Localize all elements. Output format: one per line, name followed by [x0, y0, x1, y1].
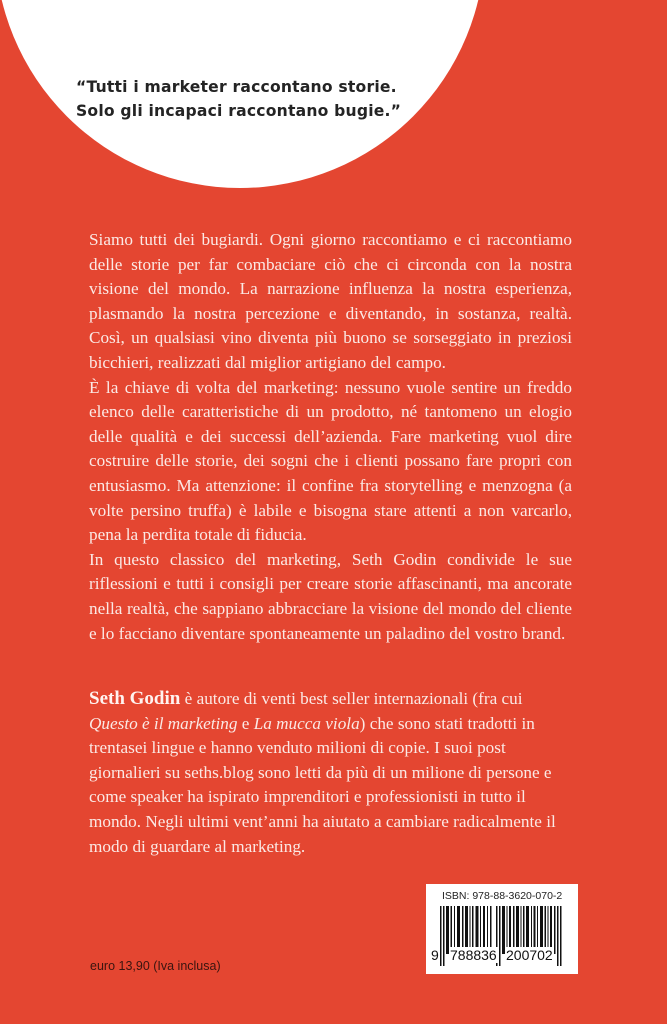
blurb-paragraph-2: È la chiave di volta del marketing: nessuno vuole sentire un freddo elenco delle caratteristiche di un prodotto, né tantomeno un elogio delle qualità e dei successi dell’azienda. Fare marketing vuol dire costruire delle storie, dei sogni che i clienti possano fare propri con entusiasmo. Ma attenzione: il confine fra storytelling e menzogna (a volte persino truffa) è labile e bisogna stare attenti a non varcarlo, pena la perdita totale di fiducia.	[89, 377, 572, 545]
barcode-digits-left: 788836	[450, 947, 497, 963]
barcode-digits	[426, 947, 578, 969]
price-label: euro 13,90 (Iva inclusa)	[90, 959, 221, 973]
author-name: Seth Godin	[89, 688, 181, 709]
barcode-digits-right: 200702	[506, 947, 553, 963]
quote-line-2: Solo gli incapaci raccontano bugie.”	[76, 102, 402, 120]
quote-line-1: “Tutti i marketer raccontano storie.	[76, 78, 397, 96]
isbn-label: ISBN: 978-88-3620-070-2	[442, 890, 563, 902]
barcode-digit-first: 9	[431, 947, 439, 963]
cover-quote	[76, 75, 476, 123]
book-blurb	[89, 228, 572, 646]
book-title-1: Questo è il marketing	[89, 713, 238, 733]
book-title-2: La mucca viola	[253, 713, 360, 733]
isbn-barcode-box	[426, 884, 578, 974]
blurb-paragraph-3: In questo classico del marketing, Seth Godin condivide le sue riflessioni e tutti i consigli per creare storie affascinanti, ma ancorate nella realtà, che sappiano abbracciare la visione del mondo del cliente e lo facciano diventare spontaneamente un paladino del vostro brand.	[89, 549, 572, 643]
blurb-paragraph-1: Siamo tutti dei bugiardi. Ogni giorno raccontiamo e ci raccontiamo delle storie per far combaciare ciò che ci circonda con la nostra visione del mondo. La narrazione influenza la nostra esperienza, plasmando la nostra percezione e diventando, in sostanza, realtà. Così, un qualsiasi vino diventa più buono se sorseggiato in preziosi bicchieri, realizzati dal miglior artigiano del campo.	[89, 230, 572, 372]
author-bio	[89, 687, 572, 859]
bio-text-3: ) che sono stati tradotti in trentasei lingue e hanno venduto milioni di copie. I suoi post giornalieri su seths.blog sono letti da più di un milione di persone e come speaker ha ispirato imprenditori e professionisti in tutto il mondo. Negli ultimi vent’anni ha aiutato a cambiare radicalmente il modo di guardare al marketing.	[89, 713, 556, 856]
bio-text-1: è autore di venti best seller internazionali (fra cui	[180, 689, 523, 708]
bio-text-2: e	[237, 713, 254, 733]
